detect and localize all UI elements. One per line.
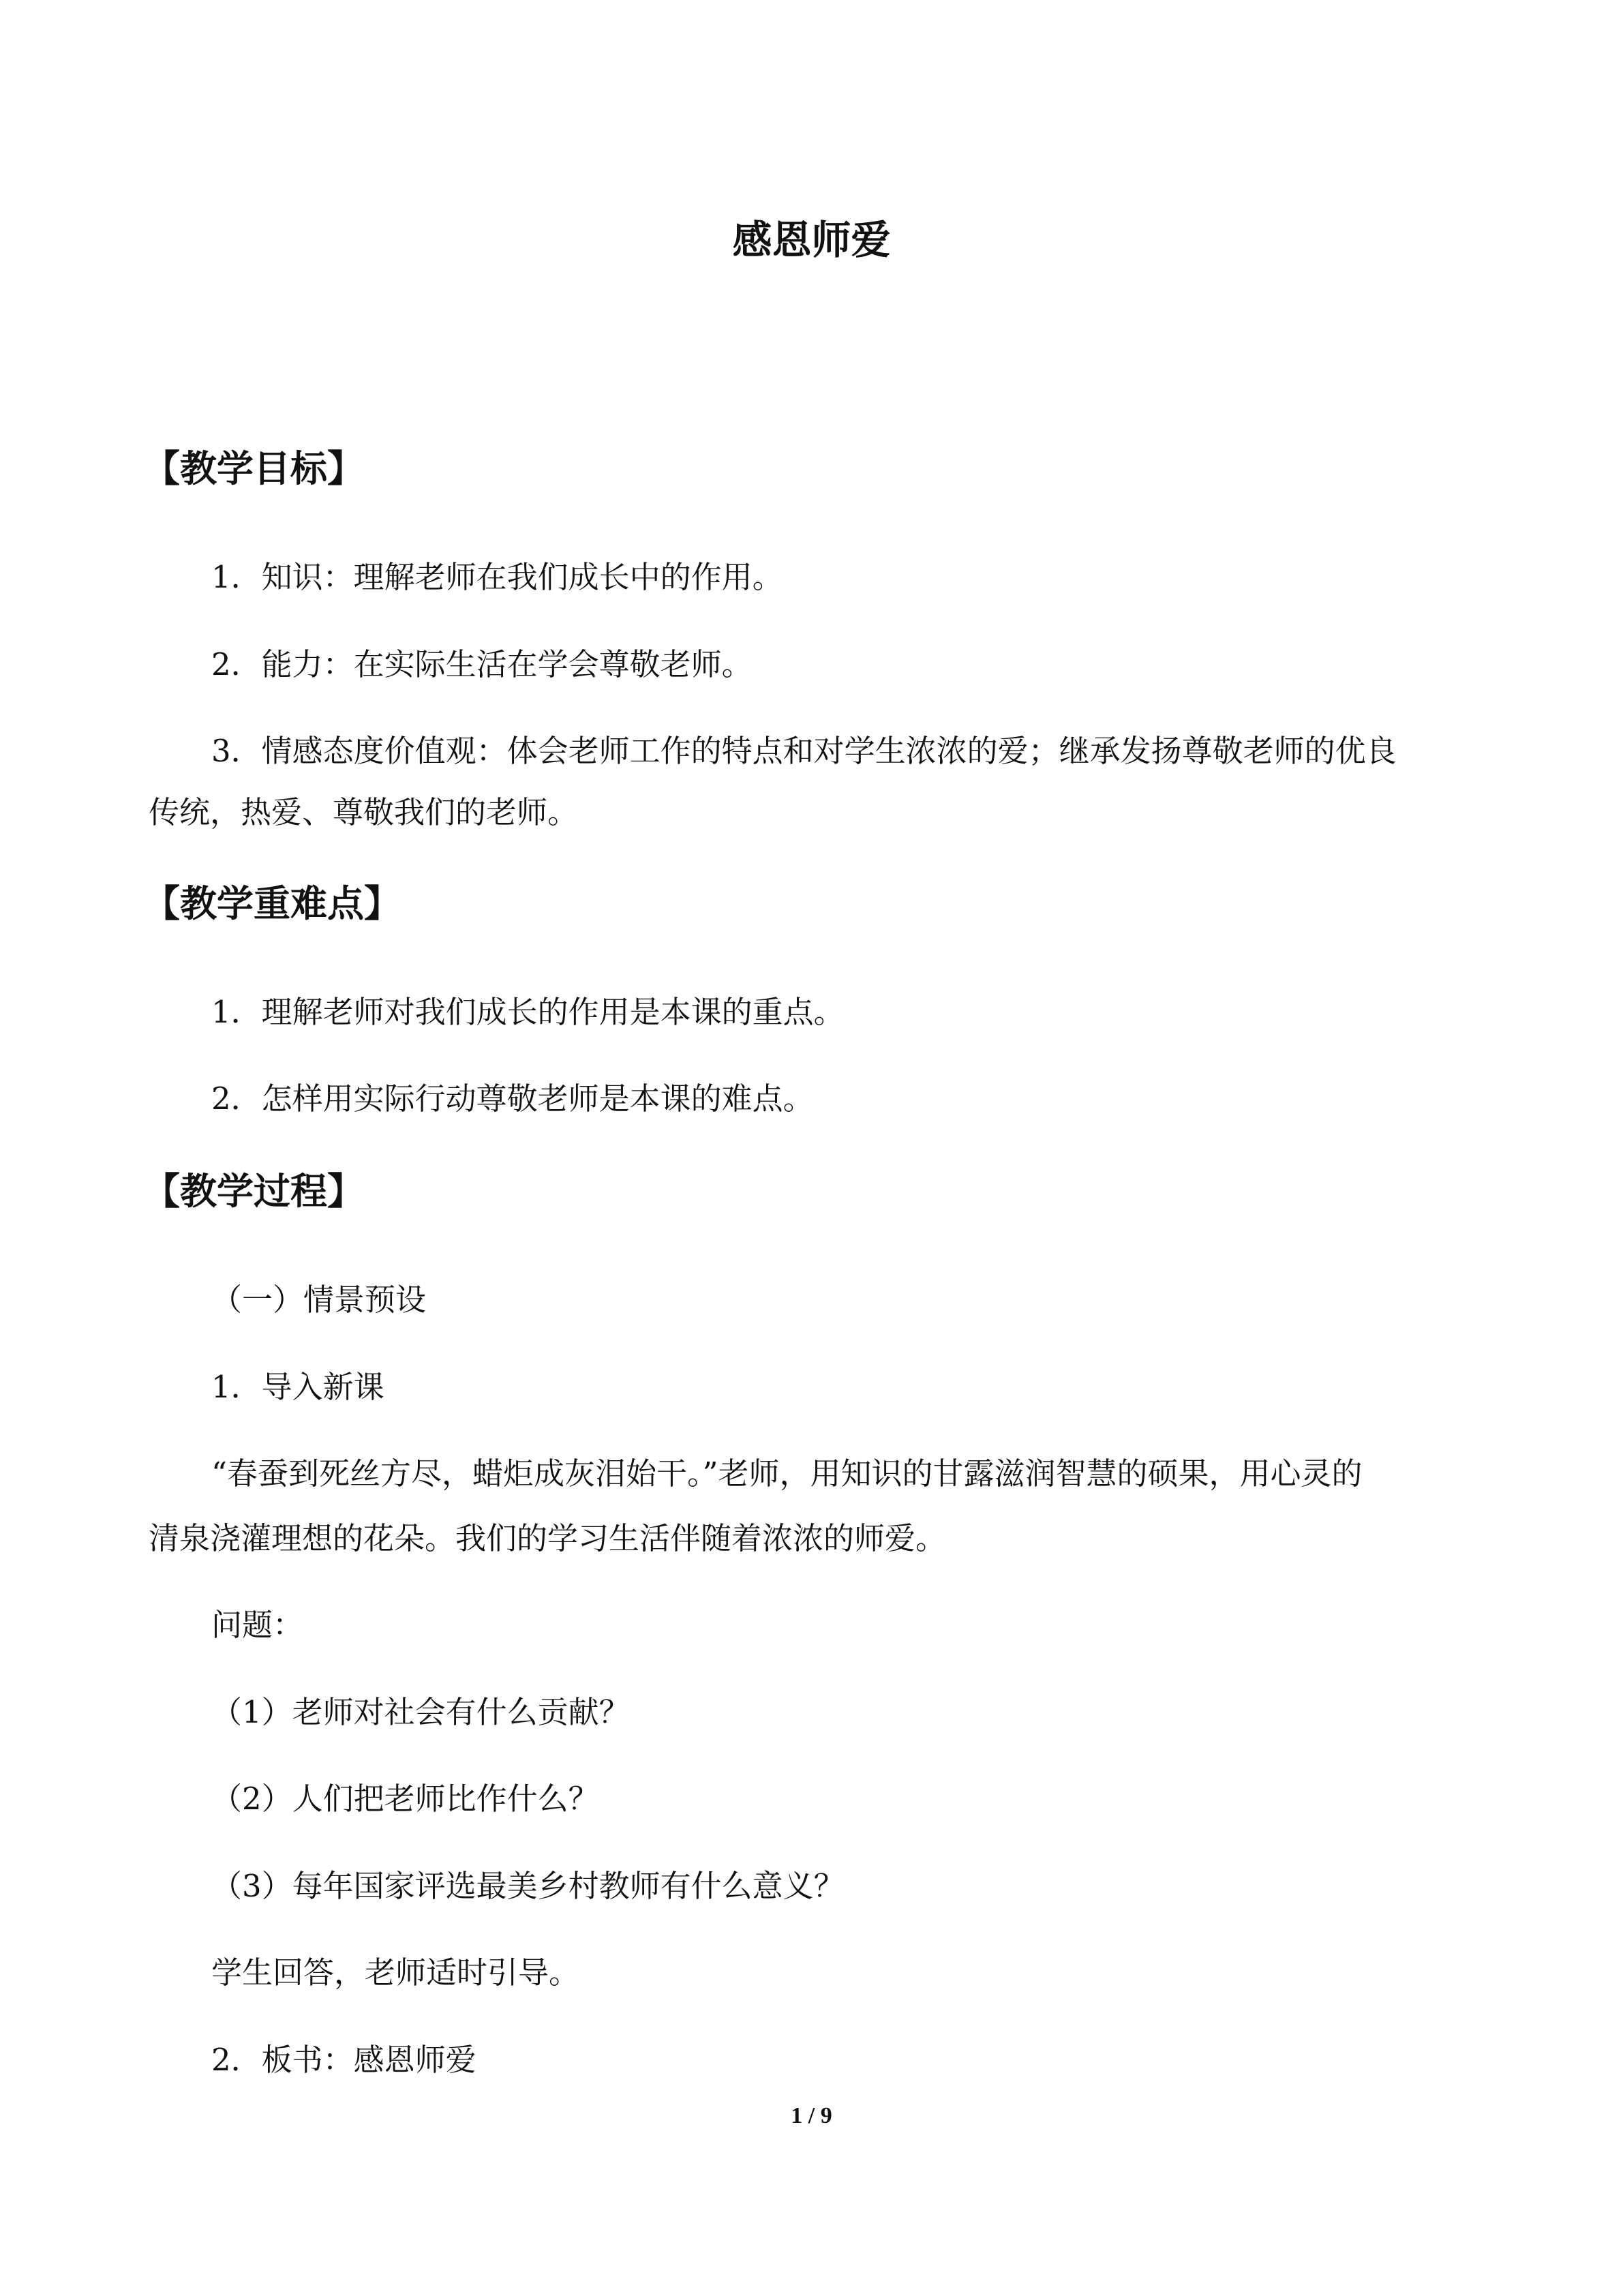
objective-item-ability: 2．能力：在实际生活在学会尊敬老师。 bbox=[211, 646, 753, 682]
page-number: 1 / 9 bbox=[791, 2103, 832, 2128]
process-subheading-scenario: （一）情景预设 bbox=[211, 1282, 427, 1318]
objective-item-knowledge: 1．知识：理解老师在我们成长中的作用。 bbox=[211, 559, 783, 595]
process-paragraph-quote-continued: 清泉浇灌理想的花朵。我们的学习生活伴随着浓浓的师爱。 bbox=[149, 1520, 947, 1556]
section-heading-objectives: 【教学目标】 bbox=[143, 447, 364, 490]
process-question-3: （3）每年国家评选最美乡村教师有什么意义？ bbox=[211, 1868, 845, 1904]
document-title: 感恩师爱 bbox=[732, 217, 891, 263]
key-point-item-difficulty: 2．怎样用实际行动尊敬老师是本课的难点。 bbox=[211, 1081, 814, 1117]
process-questions-label: 问题： bbox=[211, 1607, 304, 1643]
section-heading-key-points: 【教学重难点】 bbox=[143, 882, 401, 925]
key-point-item-focus: 1．理解老师对我们成长的作用是本课的重点。 bbox=[211, 994, 845, 1030]
objective-item-emotion-continued: 传统，热爱、尊敬我们的老师。 bbox=[149, 794, 579, 830]
process-student-answer: 学生回答，老师适时引导。 bbox=[211, 1954, 580, 1991]
objective-item-emotion: 3．情感态度价值观：体会老师工作的特点和对学生浓浓的爱；继承发扬尊敬老师的优良 bbox=[211, 733, 1397, 769]
process-question-1: （1）老师对社会有什么贡献？ bbox=[211, 1694, 630, 1730]
process-paragraph-quote: “春蚕到死丝方尽，蜡炬成灰泪始干。”老师，用知识的甘露滋润智慧的硕果，用心灵的 bbox=[211, 1455, 1363, 1492]
process-question-2: （2）人们把老师比作什么？ bbox=[211, 1781, 599, 1817]
section-heading-process: 【教学过程】 bbox=[143, 1170, 364, 1213]
process-step-blackboard: 2．板书：感恩师爱 bbox=[211, 2042, 476, 2078]
process-step-intro: 1．导入新课 bbox=[211, 1369, 384, 1405]
